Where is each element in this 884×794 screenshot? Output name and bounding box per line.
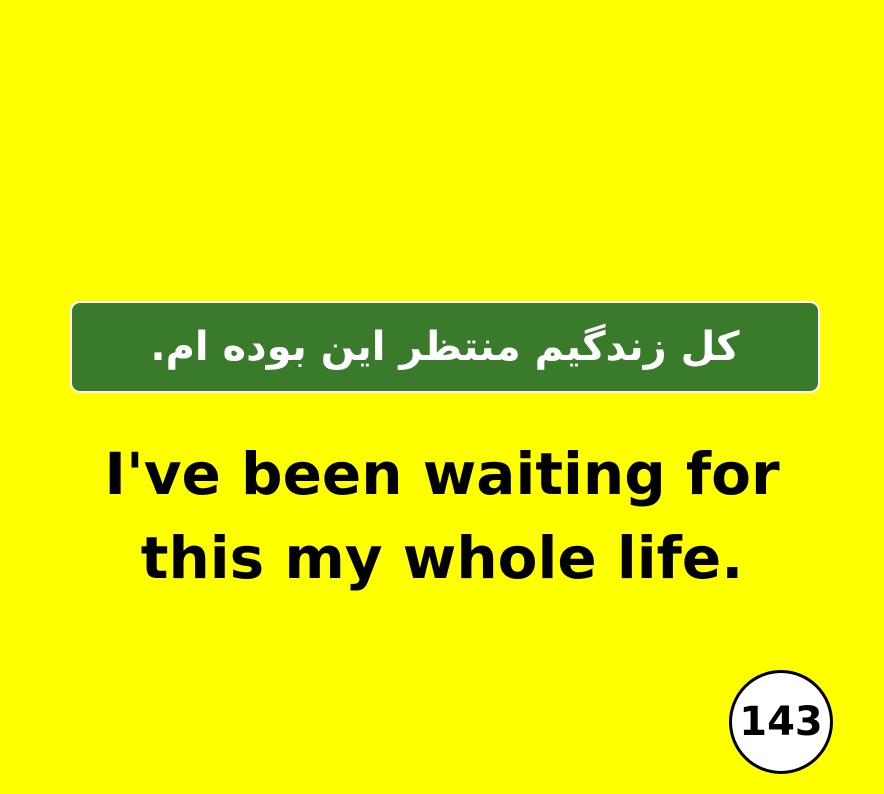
persian-text: کل زندگیم منتظر این بوده ام. [150,324,740,370]
phrase-number: 143 [739,699,823,745]
english-phrase [0,432,884,600]
english-line-1: I've been waiting for [104,440,780,508]
persian-translation-banner [70,301,820,393]
phrase-number-badge [729,670,833,774]
english-line-2: this my whole life. [140,524,744,592]
